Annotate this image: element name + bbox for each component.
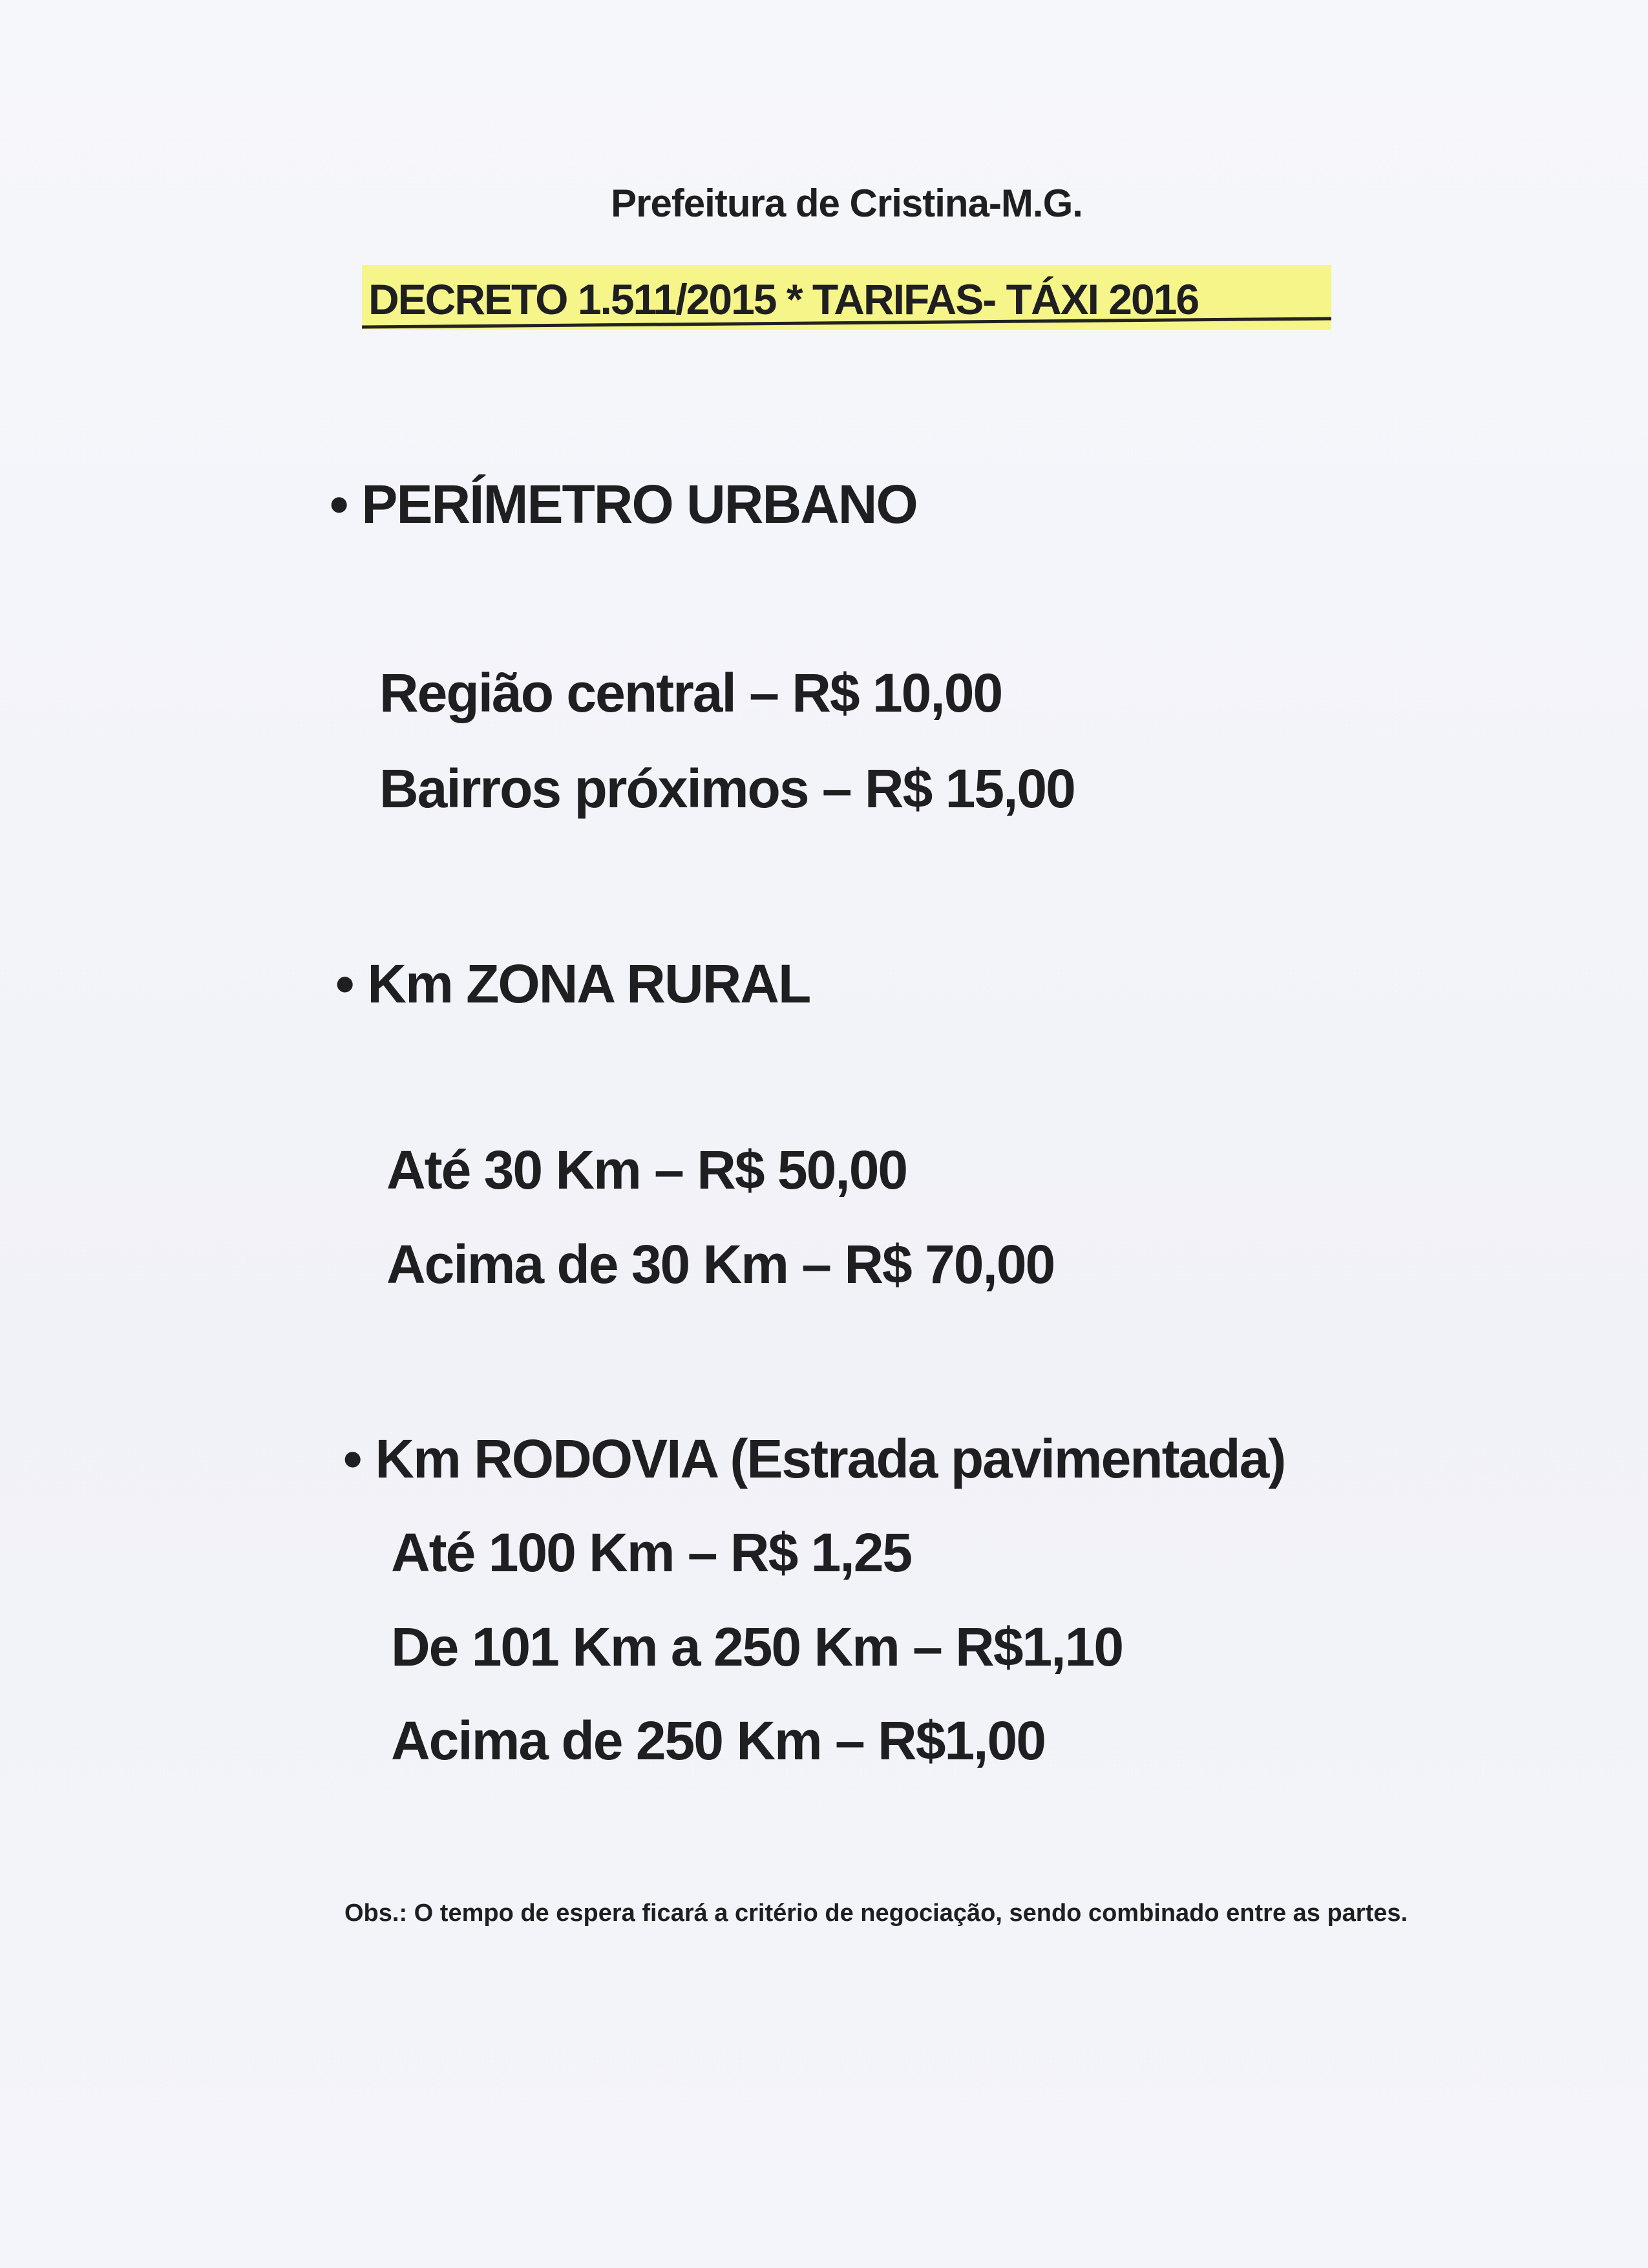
fare-item: Bairros próximos – R$ 15,00 [379,758,1075,819]
decree-heading: DECRETO 1.511/2015 * TARIFAS- TÁXI 2016 [368,275,1199,323]
section-heading-urban: • PERÍMETRO URBANO [330,477,917,531]
fare-item: Até 30 Km – R$ 50,00 [386,1139,907,1200]
document-title: Prefeitura de Cristina-M.G. [611,182,1083,225]
decree-banner [362,265,1331,330]
observation-note: Obs.: O tempo de espera ficará a critério de negociação, sendo combinado entre as partes. [344,1900,1408,1927]
fare-item: De 101 Km a 250 Km – R$1,10 [391,1616,1123,1677]
section-heading-rural: • Km ZONA RURAL [335,957,810,1011]
fare-item: Até 100 Km – R$ 1,25 [391,1522,912,1583]
section-heading-highway: • Km RODOVIA (Estrada pavimentada) [343,1432,1285,1486]
fare-item: Região central – R$ 10,00 [379,662,1002,723]
fare-item: Acima de 250 Km – R$1,00 [391,1710,1045,1771]
fare-item: Acima de 30 Km – R$ 70,00 [386,1234,1055,1295]
